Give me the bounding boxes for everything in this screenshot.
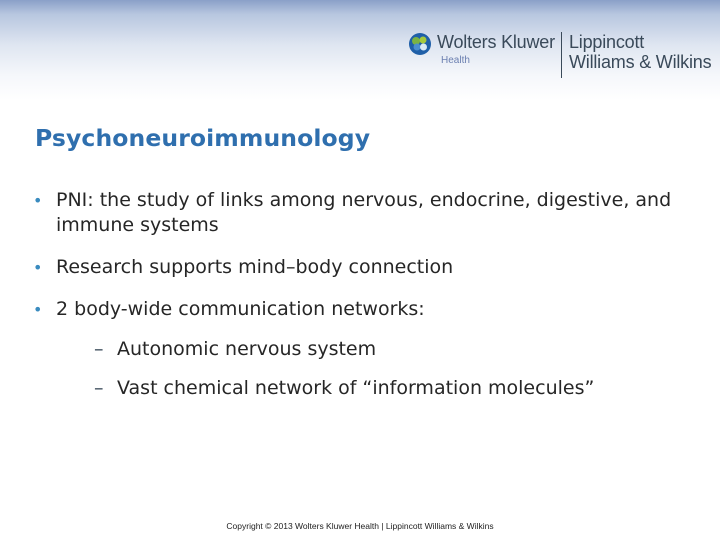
bullet-marker: • [33, 258, 43, 277]
bullet-text: Research supports mind–body connection [56, 256, 454, 278]
sub-bullet-marker: – [94, 338, 104, 360]
bullet-text: PNI: the study of links among nervous, endocrine, digestive, and immune systems [56, 189, 672, 236]
brand-health: Health [441, 55, 470, 66]
copyright-footer: Copyright © 2013 Wolters Kluwer Health | Lippincott Williams & Wilkins [226, 521, 494, 531]
sub-bullet-marker: – [94, 377, 104, 399]
bullet-marker: • [33, 300, 43, 319]
sub-bullet-text: Autonomic nervous system [117, 338, 377, 360]
bullet-marker: • [33, 191, 43, 210]
slide-title: Psychoneuroimmunology [35, 124, 371, 152]
bullet-item [33, 297, 693, 401]
brand-williams-wilkins: Williams & Wilkins [569, 52, 712, 72]
brand-lippincott: Lippincott [569, 32, 645, 52]
bullet-item [33, 255, 693, 280]
sub-bullet-text: Vast chemical network of “information molecules” [117, 377, 595, 399]
sub-bullet-item [71, 337, 693, 362]
brand-lww [569, 32, 711, 72]
sub-bullet-item [71, 376, 693, 401]
bullet-text: 2 body-wide communication networks: [56, 298, 425, 320]
logo-divider [561, 32, 562, 78]
wolters-kluwer-logo-icon [408, 32, 432, 56]
sub-bullet-list [56, 337, 693, 401]
bullet-list [33, 188, 693, 418]
bullet-item [33, 188, 693, 238]
brand-wolters-kluwer: Wolters Kluwer [437, 32, 555, 52]
